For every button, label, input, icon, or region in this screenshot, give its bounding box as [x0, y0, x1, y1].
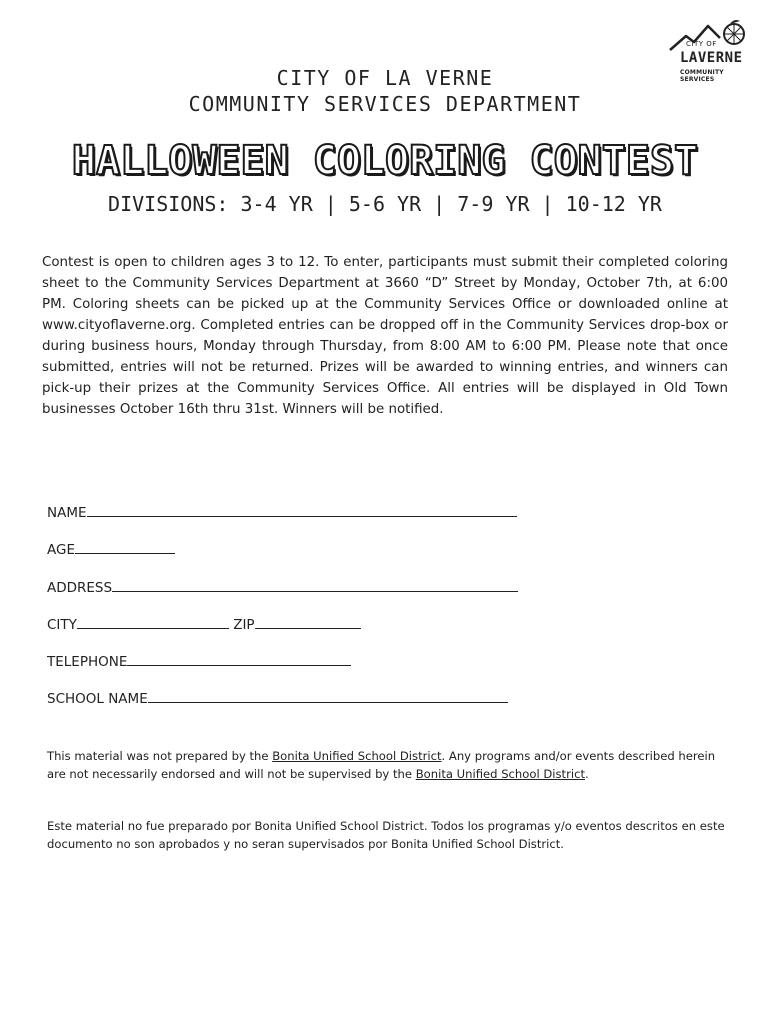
- bonita-district-link-2[interactable]: Bonita Unified School District: [415, 766, 586, 781]
- age-line[interactable]: [75, 541, 175, 554]
- age-label: AGE: [47, 542, 75, 558]
- telephone-label: TELEPHONE: [47, 654, 128, 670]
- disclaimer-spanish: Este material no fue preparado por Bonita Unified School District. Todos los programas y/o eventos descritos en este documento no son aprobados y no seran supervisados por Bonita Unified School District.: [47, 819, 725, 851]
- name-line[interactable]: [87, 504, 517, 517]
- disclaimer-en-text-2: . Any programs and/or events described herein are not necessarily endorsed and will not be supervised by the: [47, 749, 716, 781]
- address-label: ADDRESS: [47, 580, 113, 596]
- contest-title: HALLOWEEN COLORING CONTEST: [71, 138, 699, 184]
- logo-city-of: CITY OF: [686, 40, 717, 48]
- name-field[interactable]: [47, 504, 517, 521]
- telephone-line[interactable]: [127, 653, 351, 666]
- logo-community-services: COMMUNITY SERVICES: [680, 69, 724, 83]
- disclaimer-en-text-1: This material was not prepared by the: [47, 749, 273, 763]
- contest-description: Contest is open to children ages 3 to 12. To enter, participants must submit their completed coloring sheet to the Community Services Department at 3660 “D” Street by Monday, October 7th, at 6:00 PM. Coloring sheets can be picked up at the Community Services Office or downloaded online at www.cityoflaverne.org. Completed entries can be dropped off in the Community Services drop-box or during business hours, Monday through Thursday, from 8:00 AM to 6:00 PM. Please note that once submitted, entries will not be returned. Prizes will be awarded to winning entries, and winners can pick-up their prizes at the Community Services Office. All entries will be displayed in Old Town businesses October 16th thru 31st. Winners will be notified.: [42, 255, 728, 417]
- school-label: SCHOOL NAME: [47, 691, 148, 707]
- school-line[interactable]: [148, 690, 508, 703]
- zip-label: ZIP: [233, 617, 255, 633]
- city-line[interactable]: [77, 616, 229, 629]
- address-line[interactable]: [112, 579, 518, 592]
- divisions: DIVISIONS: 3-4 YR | 5-6 YR | 7-9 YR | 10-12 YR: [108, 192, 662, 216]
- bonita-district-link-1[interactable]: Bonita Unified School District: [272, 749, 442, 763]
- org-city-name: CITY OF LA VERNE: [276, 66, 494, 90]
- name-label: NAME: [47, 505, 87, 521]
- logo-laverne: LAVERNE: [680, 50, 743, 66]
- city-zip-field[interactable]: [47, 616, 361, 633]
- telephone-field[interactable]: [47, 653, 351, 670]
- org-department: COMMUNITY SERVICES DEPARTMENT: [188, 92, 582, 116]
- city-label: CITY: [47, 617, 77, 633]
- disclaimer-english: [47, 748, 727, 783]
- zip-line[interactable]: [255, 616, 361, 629]
- age-field[interactable]: [47, 541, 175, 558]
- disclaimer-en-text-3: .: [585, 766, 589, 781]
- school-field[interactable]: [47, 690, 508, 707]
- address-field[interactable]: [47, 579, 518, 596]
